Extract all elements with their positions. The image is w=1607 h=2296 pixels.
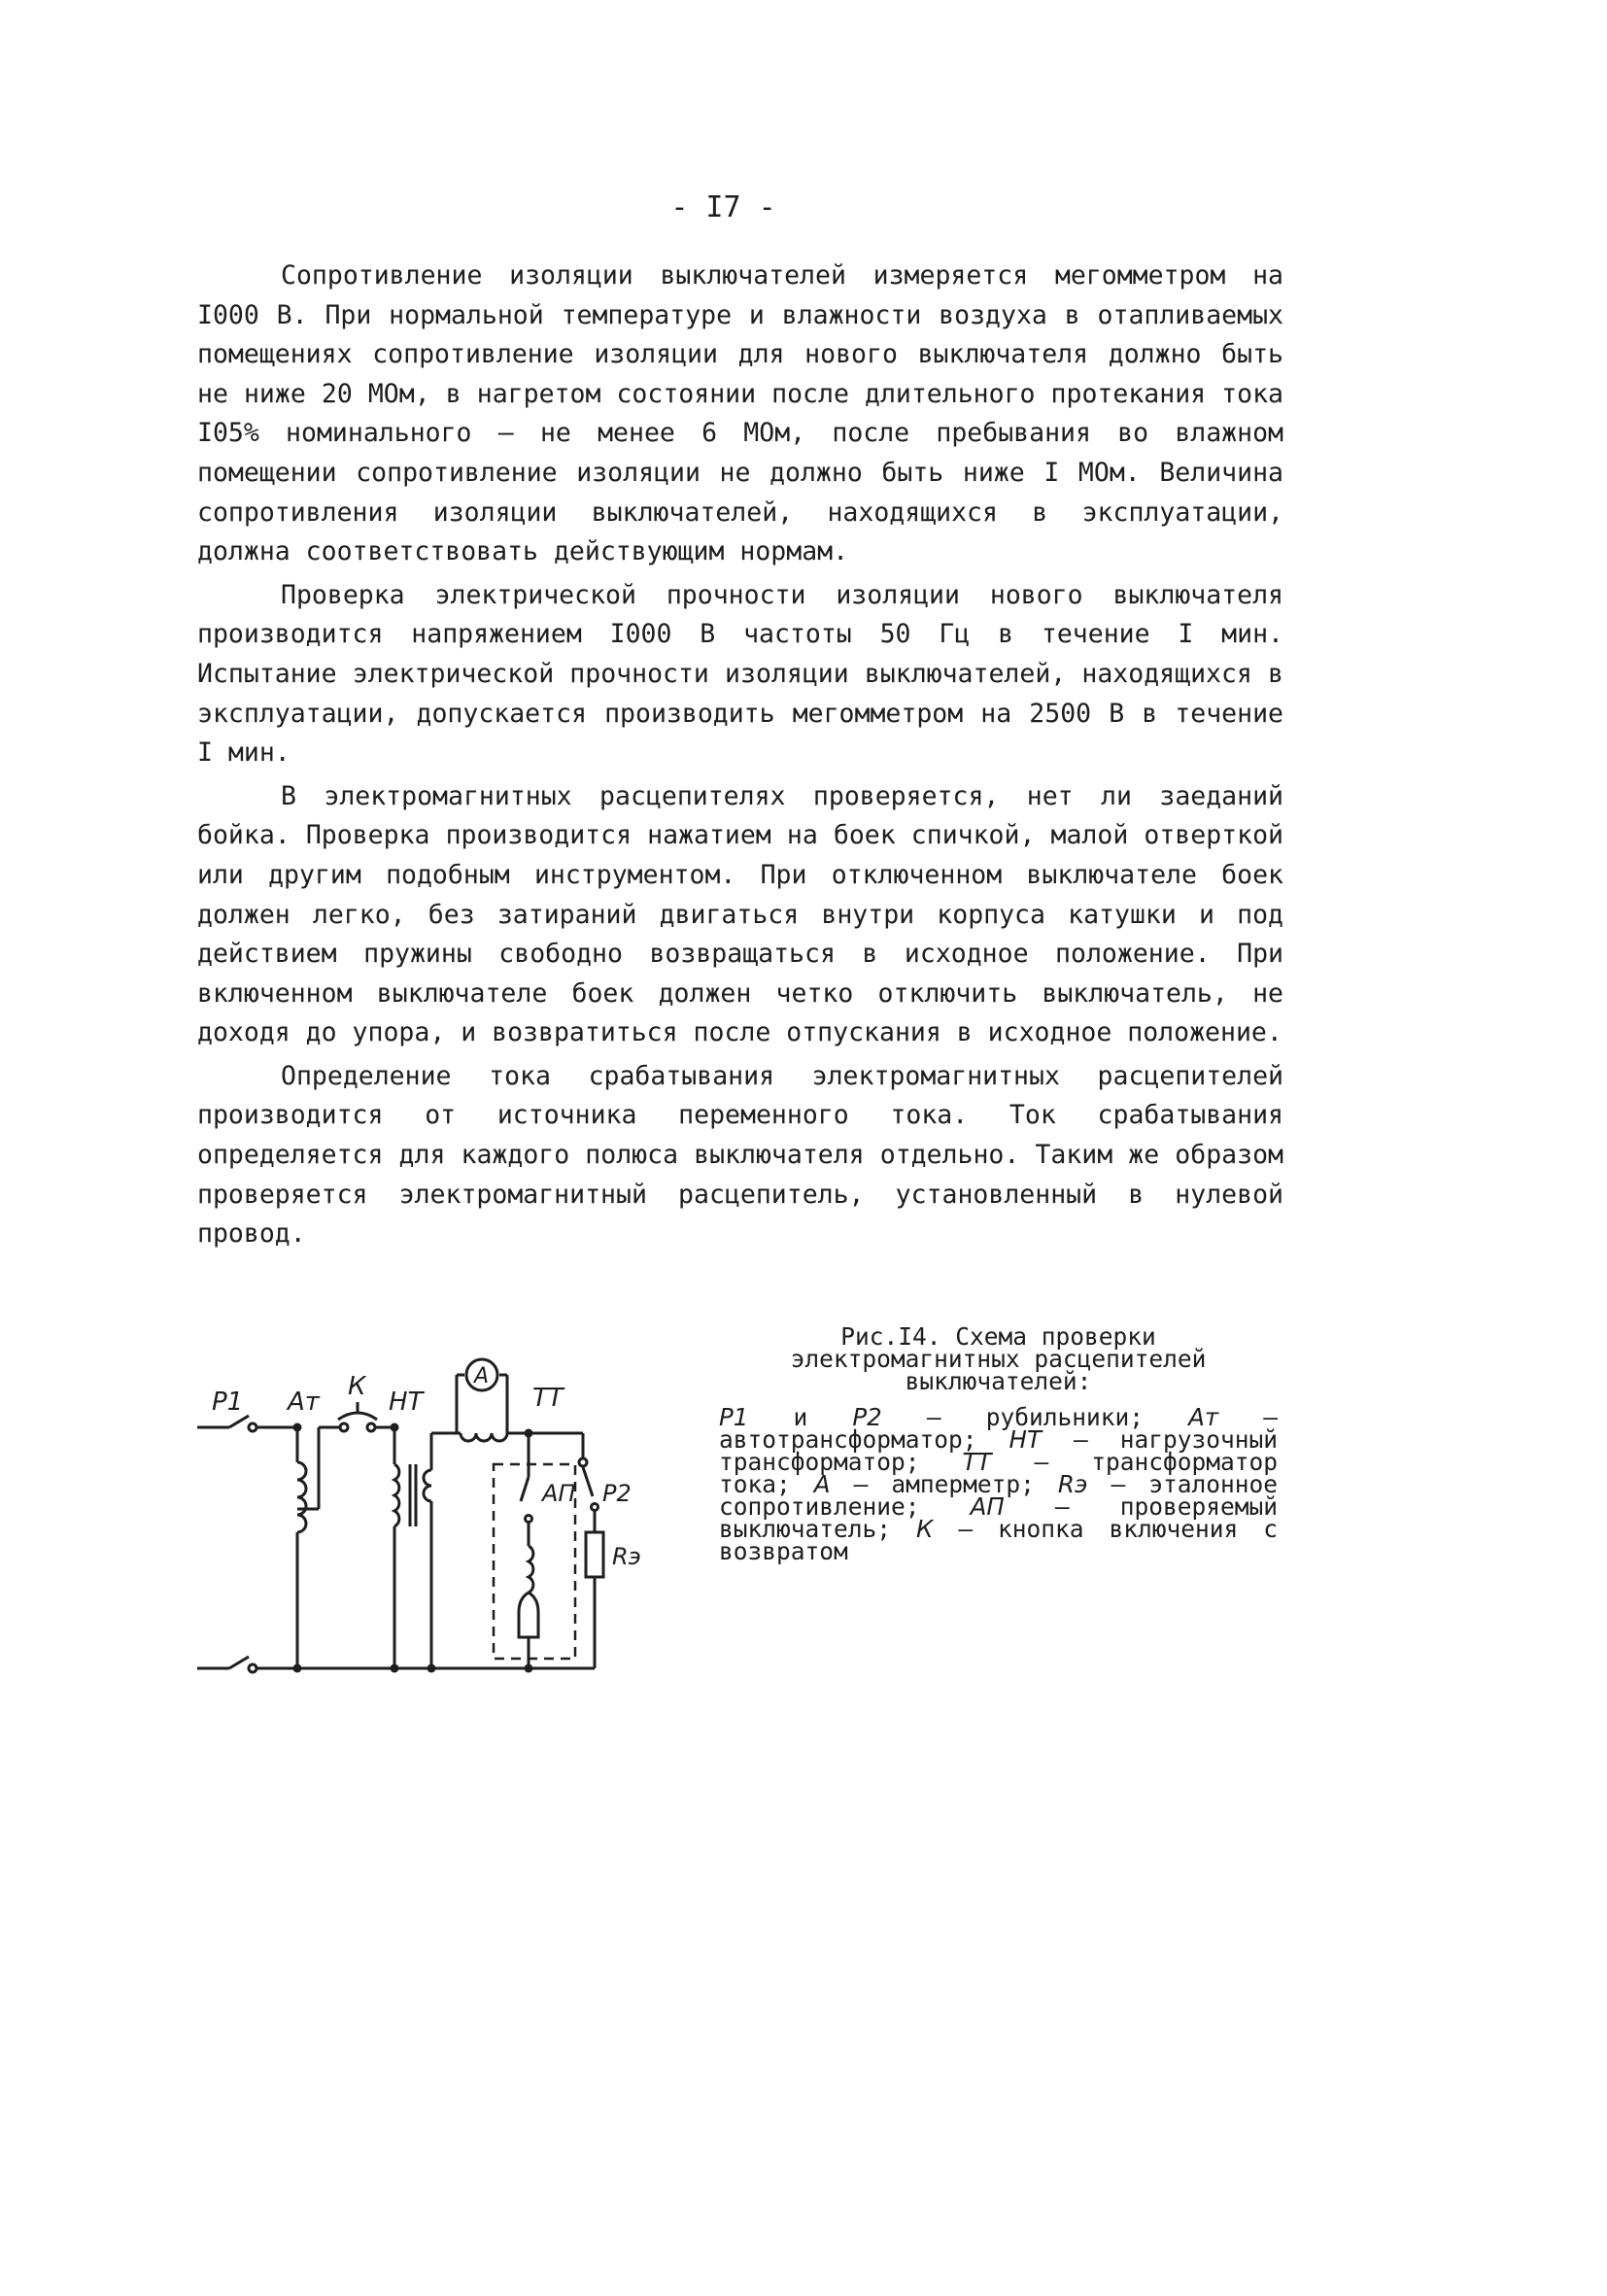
label-nt: НТ [389,1388,424,1417]
legend-text: – проверяемый выключатель; [719,1492,1278,1543]
legend-symbol: P2 [852,1403,882,1431]
legend-text: – нагрузочный трансформатор; [719,1425,1278,1476]
label-r: Rэ [612,1543,641,1570]
legend-symbol: P1 [719,1403,749,1431]
legend-text: и [748,1403,853,1431]
paragraph: Сопротивление изоляции выключателей измеряется мегомметром на I000 В. При нормальной температуре и влажности воздуха в отапливаемых помещениях сопротивление изоляции для нового выключателя должно быть не ниже 20 МОм, в нагретом состоянии после длительного протекания тока I05% номинального – не менее 6 МОм, после пребывания во влажном помещении сопротивление изоляции не должно быть ниже I МОм. Величина сопротивления изоляции выключателей, находящихся в эксплуатации, должна соответствовать действующим нормам. [197,260,1283,567]
label-k: К [348,1372,366,1401]
legend-text: – эталонное сопротивление; [719,1470,1278,1521]
label-tt: ТТ [532,1384,564,1413]
legend-text: – рубильники; [881,1403,1189,1431]
legend-symbol: Ат [1188,1403,1219,1431]
legend-text: – трансформатор тока; [719,1448,1278,1498]
label-at: Ат [288,1388,320,1417]
label-p2: P2 [602,1480,632,1507]
legend-symbol: К [915,1515,934,1543]
label-p1: P1 [212,1388,244,1417]
paragraph: В электромагнитных расцепителях проверяется, нет ли заеданий бойка. Проверка производится нажатием на боек спичкой, малой отверткой или другим подобным инструментом. При отключенном выключателе боек должен легко, без затираний двигаться внутри корпуса катушки и под действием пружины свободно возвращаться в исходное положение. При включенном выключателе боек должен четко отключить выключатель, не доходя до упора, и возвратиться после отпускания в исходное положение. [197,780,1283,1048]
label-ap: АП [542,1480,576,1507]
body-text [197,257,1283,1254]
figure-caption [719,1322,1278,1565]
caption-title: Рис.I4. Схема проверки электромагнитных расцепителей выключателей: [790,1322,1207,1395]
circuit-diagram [194,1355,651,1705]
legend-symbol: ТТ [962,1448,992,1476]
paragraph: Определение тока срабатывания электромагнитных расцепителей производится от источника переменного тока. Ток срабатывания определяется для каждого полюса выключателя отдельно. Таким же образом проверяется электромагнитный расцепитель, установленный в нулевой провод. [197,1060,1283,1250]
legend-symbol: НТ [1009,1425,1042,1454]
paragraph: Проверка электрической прочности изоляции нового выключателя производится напряжением I000 В частоты 50 Гц в течение I мин. Испытание электрической прочности изоляции выключателей, находящихся в эксплуатации, допускается производить мегомметром на 2500 В в течение I мин. [197,579,1283,769]
label-a: А [474,1364,490,1388]
legend-text: – автотрансформатор; [719,1403,1278,1454]
legend-text: – кнопка включения с возвратом [719,1515,1278,1565]
legend-symbol: АП [970,1492,1005,1521]
page-number: - I7 - [670,190,776,224]
legend-text: – амперметр; [830,1470,1058,1498]
legend-symbol: Rэ [1057,1470,1088,1498]
legend-symbol: А [813,1470,831,1498]
caption-legend [719,1403,1278,1565]
